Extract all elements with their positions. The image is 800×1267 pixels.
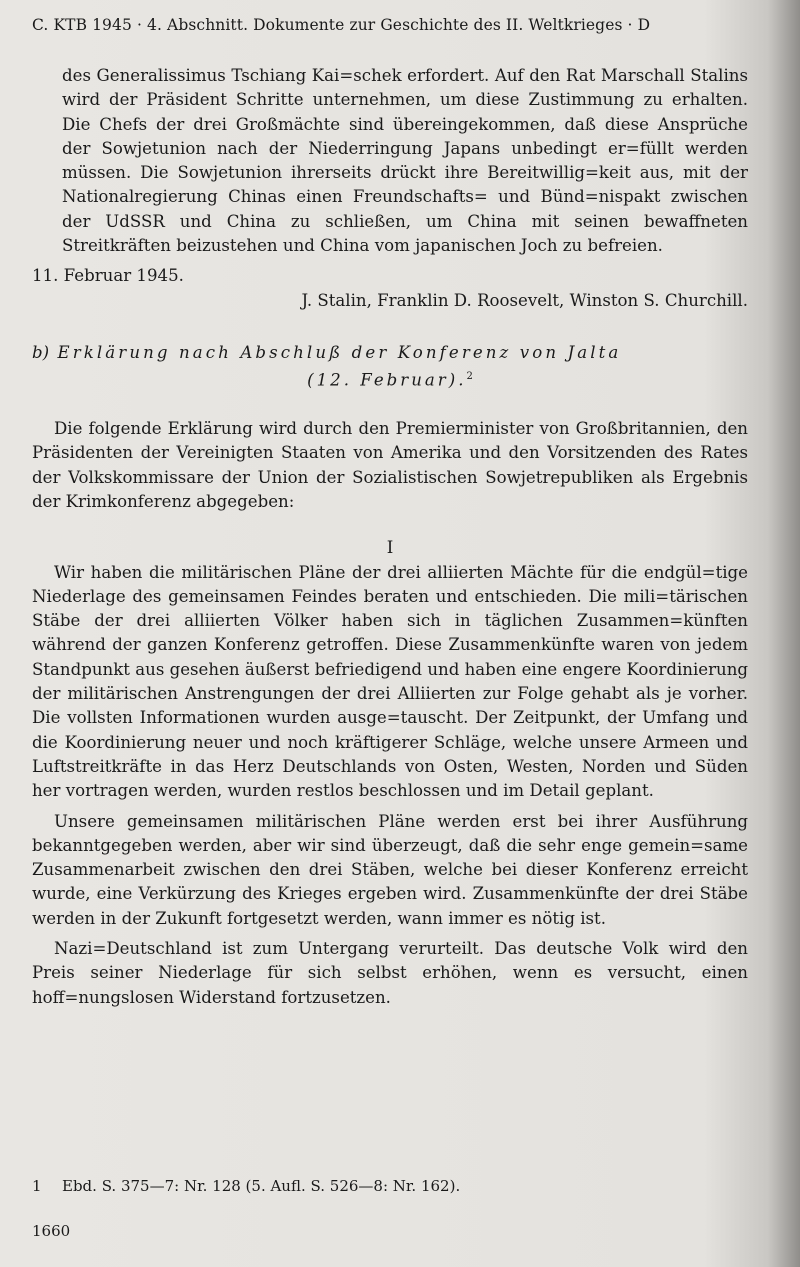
section-label: b) (32, 342, 50, 362)
body-paragraph-1: Wir haben die militärischen Pläne der drei alliierten Mächte für die endgül=tige Niederlage des gemeinsamen Feindes beraten und entschieden. Die mili=tärischen Stäbe der drei alliierten Völker haben sich in täglichen Zusammen=künften während der ganzen Konferenz getroffen. Diese Zusammenkünfte waren von jedem Standpunkt aus gesehen äußerst befriedigend und haben eine engere Koordinierung der militärischen Anstrengungen der drei Alliierten zur Folge gehabt als je vorher. Die vollsten Informationen wurden ausge=tauscht. Der Zeitpunkt, der Umfang und die Koordinierung neuer und noch kräftigerer Schläge, welche unsere Armeen und Luftstreitkräfte in das Herz Deutschlands von Osten, Westen, Norden und Süden her vortragen werden, wurden restlos beschlossen und im Detail geplant. (32, 562, 749, 801)
continuation-paragraph: des Generalissimus Tschiang Kai=schek erfordert. Auf den Rat Marschall Stalins wird der Präsident Schritte unternehmen, um diese Zustimmung zu erhalten. Die Chefs der drei Großmächte sind übereingekommen, daß diese Ansprüche der Sowjetunion nach der Niederringung Japans unbedingt er=füllt werden müssen. Die Sowjetunion ihrerseits drückt ihre Bereitwillig=keit aus, mit der Nationalregierung Chinas einen Freundschafts= und Bünd=nispakt zwischen der UdSSR und China zu schließen, um China mit seinen bewaffneten Streitkräften beizustehen und China vom japanischen Joch zu befreien. (62, 66, 748, 256)
footnote (32, 1177, 748, 1195)
footnote-text: Ebd. S. 375—7: Nr. 128 (5. Aufl. S. 526—8: Nr. 162). (62, 1177, 461, 1195)
body-paragraph-3: Nazi=Deutschland ist zum Untergang verurteilt. Das deutsche Volk wird den Preis seiner Niederlage für sich selbst erhöhen, wenn es versucht, einen hoff=nungslosen Widerstand fortzusetzen. (32, 939, 748, 1007)
footnote-ref-2: 2 (466, 371, 473, 383)
intro-paragraph: Die folgende Erklärung wird durch den Premierminister von Großbritannien, den Präsidenten der Vereinigten Staaten von Amerika und den Vorsitzenden des Rates der Volkskommissare der Union der Sozialistischen Sowjetrepubliken als Ergebnis der Krimkonferenz abgegeben: (32, 419, 748, 511)
body-paragraph-2: Unsere gemeinsamen militärischen Pläne werden erst bei ihrer Ausführung bekanntgegeben werden, aber wir sind überzeugt, daß die sehr enge gemein=same Zusammenarbeit zwischen den drei Stäben, welche bei dieser Konferenz erreicht wurde, eine Verkürzung des Krieges ergeben wird. Zusammenkünfte der drei Stäbe werden in der Zukunft fortgesetzt werden, wann immer es nötig ist. (32, 811, 748, 928)
page-number: 1660 (32, 1222, 71, 1240)
section-heading (32, 341, 748, 365)
roman-heading: I (386, 538, 394, 558)
footnote-number: 1 (32, 1177, 42, 1195)
signers-line: J. Stalin, Franklin D. Roosevelt, Winston S. Churchill. (301, 290, 748, 310)
section-title: Erklärung nach Abschluß der Konferenz von Jalta (57, 342, 622, 362)
date-line: 11. Februar 1945. (32, 266, 184, 286)
section-subtitle: (12. Februar). (307, 370, 467, 390)
section-subtitle-line (32, 365, 748, 393)
page-body (32, 64, 748, 1010)
running-head: C. KTB 1945 · 4. Abschnitt. Dokumente zur Geschichte des II. Weltkrieges · D (32, 16, 651, 34)
